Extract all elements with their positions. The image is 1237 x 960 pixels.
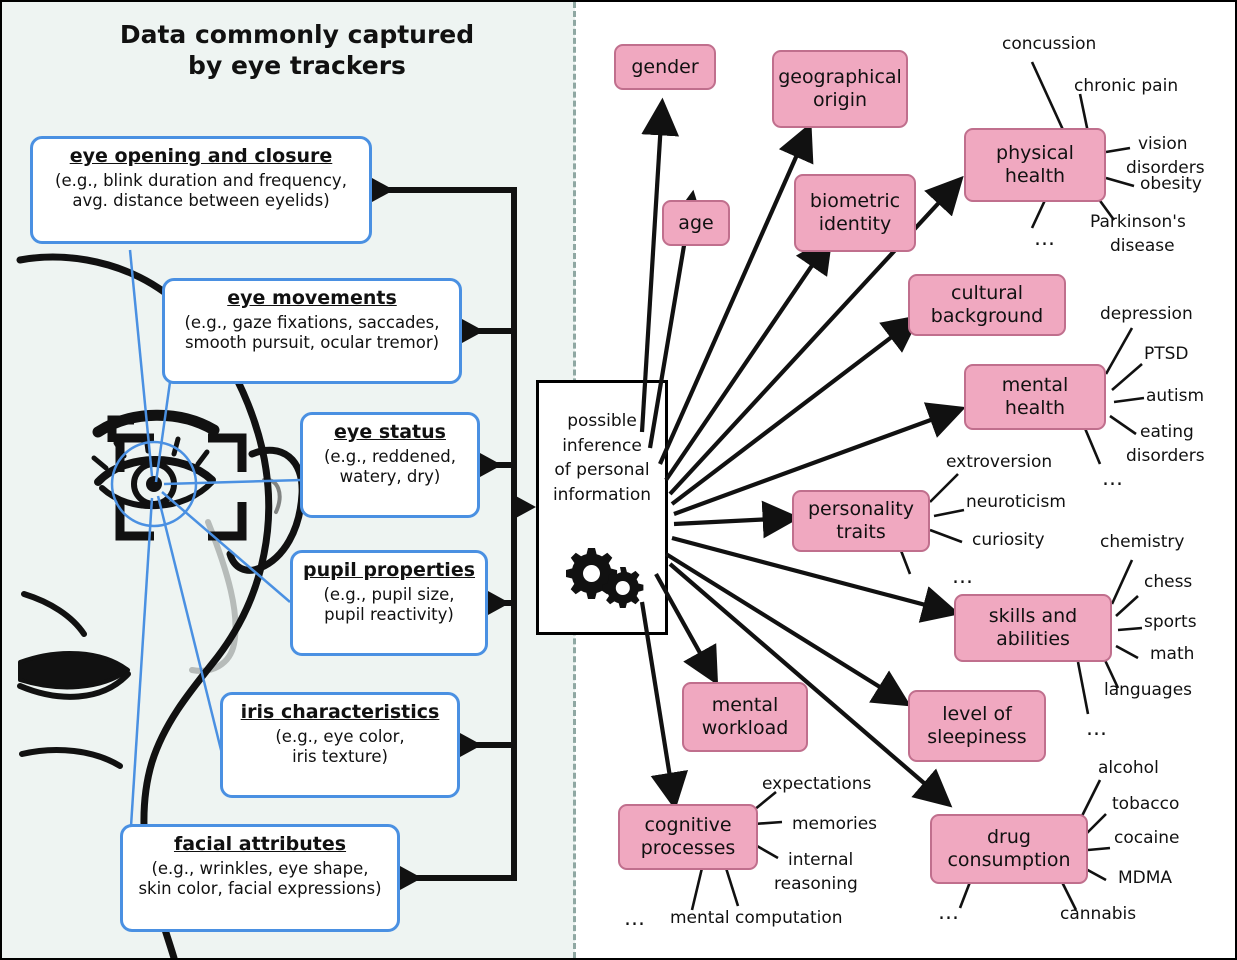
outcome-label-line1: drug <box>987 826 1031 849</box>
outcome-label-line2: health <box>1004 165 1066 187</box>
leaf-cocaine: cocaine <box>1114 828 1180 848</box>
leaf-parkinsons-line2: disease <box>1110 236 1175 256</box>
center-line4: information <box>552 484 652 505</box>
leaf-obesity: obesity <box>1140 174 1202 194</box>
leaf-drug-ellipsis: … <box>938 900 959 924</box>
outcome-cognitive-processes[interactable] <box>618 804 758 870</box>
outcome-mental-health[interactable] <box>964 364 1106 430</box>
outcome-label-line1: cognitive <box>644 814 732 837</box>
leaf-depression: depression <box>1100 304 1193 324</box>
data-box-subtitle-line1: (e.g., blink duration and frequency, <box>55 170 347 190</box>
data-box-subtitle-line2: pupil reactivity) <box>324 605 454 625</box>
leaf-vision-disorders-line2: disorders <box>1126 158 1205 178</box>
data-box-subtitle-line1: (e.g., wrinkles, eye shape, <box>151 858 369 878</box>
outcome-cultural-background[interactable] <box>908 274 1066 336</box>
leaf-ptsd: PTSD <box>1144 344 1189 364</box>
outcome-label-line2: consumption <box>947 849 1071 871</box>
outcome-label-line1: personality <box>807 498 915 521</box>
data-box-eye-opening-and-closure[interactable] <box>30 136 372 244</box>
data-box-subtitle-line2: watery, dry) <box>339 467 441 487</box>
leaf-mental-health-ellipsis: … <box>1102 466 1123 490</box>
outcome-label-line2: processes <box>640 837 736 859</box>
outcome-skills-and-abilities[interactable] <box>954 594 1112 662</box>
leaf-languages: languages <box>1104 680 1193 700</box>
data-box-title: eye movements <box>227 287 397 309</box>
data-box-title: eye opening and closure <box>69 145 333 167</box>
leaf-tobacco: tobacco <box>1112 794 1180 814</box>
leaf-chemistry: chemistry <box>1100 532 1185 552</box>
leaf-skills-ellipsis: … <box>1086 716 1107 740</box>
panel-title <box>62 20 532 81</box>
outcome-label-line1: level of <box>942 703 1012 726</box>
leaf-parkinsons-line1: Parkinson's <box>1090 212 1186 232</box>
outcome-label-line1: geographical <box>778 66 902 89</box>
outcome-label-line1: mental <box>711 694 779 717</box>
leaf-concussion: concussion <box>1002 34 1097 54</box>
outcome-label-line1: mental <box>1001 374 1069 397</box>
outcome-label-line2: sleepiness <box>927 726 1027 748</box>
outcome-label-line1: cultural <box>951 282 1023 305</box>
leaf-mdma: MDMA <box>1118 868 1173 888</box>
leaf-chess: chess <box>1144 572 1193 592</box>
data-box-title: facial attributes <box>173 833 347 855</box>
outcome-label-line1: biometric <box>809 190 901 213</box>
data-box-pupil-properties[interactable] <box>290 550 488 656</box>
data-box-subtitle-line2: avg. distance between eyelids) <box>72 191 330 211</box>
data-box-title: iris characteristics <box>240 701 440 723</box>
outcome-label-line2: background <box>930 305 1044 327</box>
outcome-biometric-identity[interactable] <box>794 174 916 252</box>
outcome-label-line2: identity <box>818 213 892 235</box>
data-box-iris-characteristics[interactable] <box>220 692 460 798</box>
outcome-label-line2: health <box>1004 397 1066 419</box>
data-box-subtitle-line1: (e.g., eye color, <box>275 726 405 746</box>
data-box-title: eye status <box>334 421 446 443</box>
center-line1: possible <box>567 411 637 431</box>
leaf-sports: sports <box>1144 612 1197 632</box>
center-inference-box[interactable] <box>536 380 668 635</box>
leaf-neuroticism: neuroticism <box>966 492 1066 512</box>
outcome-mental-workload[interactable] <box>682 682 808 752</box>
outcome-gender[interactable] <box>614 44 716 90</box>
data-box-subtitle-line2: skin color, facial expressions) <box>138 879 382 899</box>
panel-title-line2: by eye trackers <box>188 50 406 80</box>
leaf-internal-reasoning-line2: reasoning <box>774 874 858 894</box>
outcome-label-line2: workload <box>701 717 789 739</box>
leaf-cannabis: cannabis <box>1060 904 1137 924</box>
data-box-subtitle-line1: (e.g., pupil size, <box>323 584 455 604</box>
data-box-subtitle-line1: (e.g., gaze fixations, saccades, <box>184 312 440 332</box>
outcome-label-line2: traits <box>836 521 886 543</box>
data-box-subtitle-line2: iris texture) <box>292 747 388 767</box>
leaf-autism: autism <box>1146 386 1204 406</box>
data-box-eye-movements[interactable] <box>162 278 462 384</box>
outcome-label: age <box>678 211 714 234</box>
outcome-geographical-origin[interactable] <box>772 50 908 128</box>
leaf-memories: memories <box>792 814 878 834</box>
outcome-personality-traits[interactable] <box>792 490 930 552</box>
outcome-label-line2: origin <box>812 89 868 111</box>
data-box-subtitle-line2: smooth pursuit, ocular tremor) <box>184 333 440 353</box>
leaf-alcohol: alcohol <box>1098 758 1159 778</box>
outcome-label-line2: abilities <box>996 628 1070 650</box>
leaf-vision-disorders-line1: vision <box>1138 134 1188 154</box>
leaf-physical-health-ellipsis: … <box>1034 226 1055 250</box>
data-box-eye-status[interactable] <box>300 412 480 518</box>
gears-icon <box>539 542 665 616</box>
outcome-age[interactable] <box>662 200 730 246</box>
leaf-internal-reasoning-line1: internal <box>788 850 854 870</box>
outcome-label: gender <box>631 55 699 78</box>
leaf-expectations: expectations <box>762 774 872 794</box>
outcome-level-of-sleepiness[interactable] <box>908 690 1046 762</box>
data-box-title: pupil properties <box>302 559 476 581</box>
leaf-personality-ellipsis: … <box>952 564 973 588</box>
leaf-curiosity: curiosity <box>972 530 1045 550</box>
data-box-facial-attributes[interactable] <box>120 824 400 932</box>
outcome-label-line1: physical <box>996 142 1074 165</box>
outcome-physical-health[interactable] <box>964 128 1106 202</box>
data-box-subtitle-line1: (e.g., reddened, <box>323 446 457 466</box>
outcome-label-line1: skills and <box>988 605 1078 628</box>
leaf-extroversion: extroversion <box>946 452 1053 472</box>
panel-title-line1: Data commonly captured <box>119 20 475 49</box>
leaf-chronic-pain: chronic pain <box>1074 76 1179 96</box>
center-line2: inference <box>562 435 642 456</box>
leaf-cognitive-ellipsis: … <box>624 906 645 930</box>
leaf-eating-disorders-line1: eating <box>1140 422 1194 442</box>
leaf-eating-disorders-line2: disorders <box>1126 446 1205 466</box>
leaf-math: math <box>1150 644 1195 664</box>
center-line3: of personal <box>554 460 650 481</box>
leaf-mental-computation: mental computation <box>670 908 843 928</box>
outcome-drug-consumption[interactable] <box>930 814 1088 884</box>
